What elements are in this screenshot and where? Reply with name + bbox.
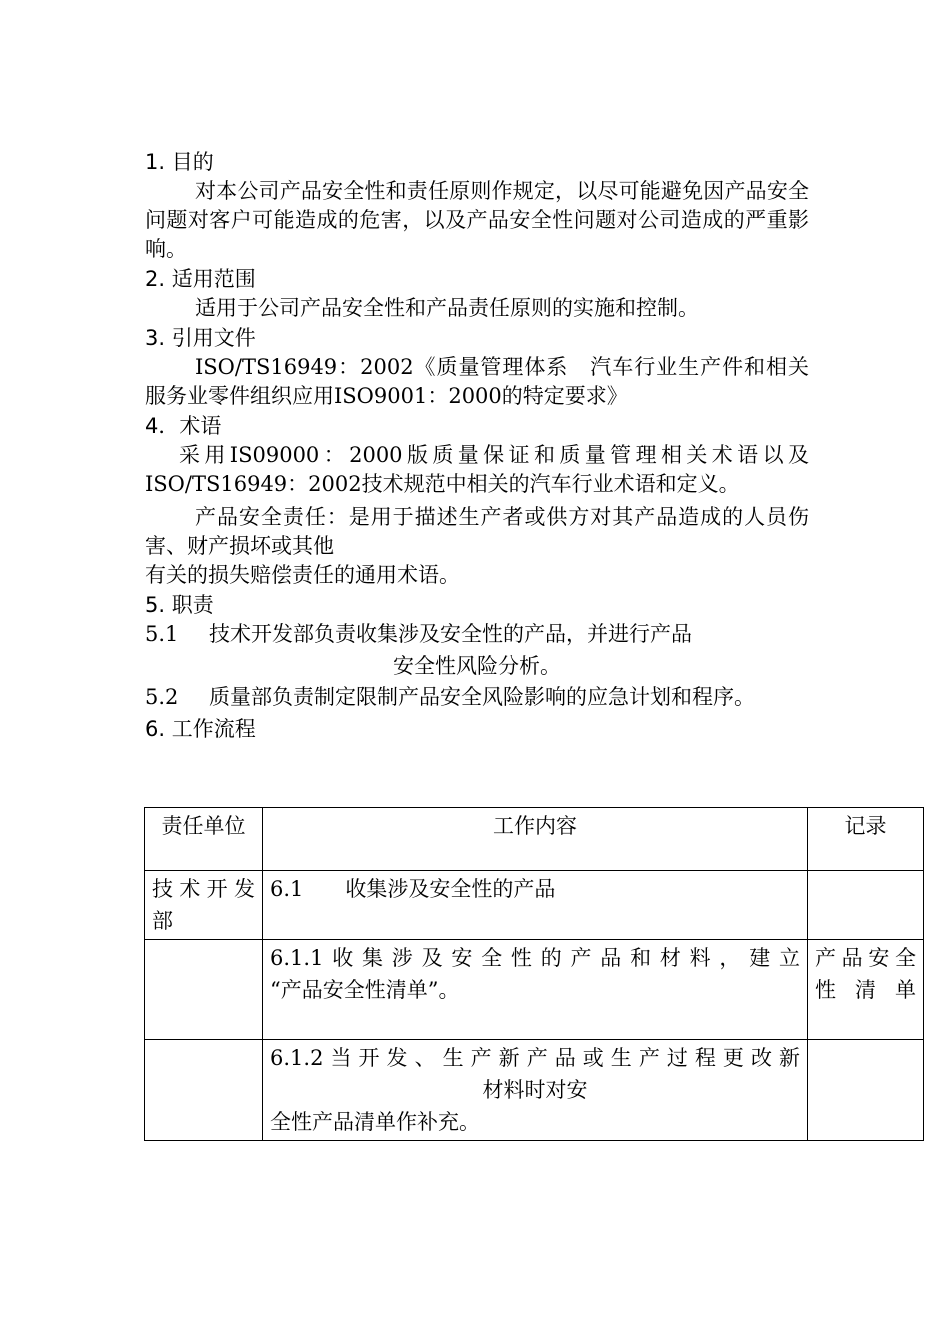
section-heading-responsibilities: 5. 职责 <box>145 593 214 617</box>
section-heading-workflow: 6. 工作流程 <box>145 717 256 741</box>
responsibility-item-1 <box>145 620 809 649</box>
cell-work-content <box>263 940 808 1040</box>
header-record: 记录 <box>808 808 924 871</box>
section-heading-purpose: 1. 目的 <box>145 150 214 174</box>
document-body <box>145 147 809 744</box>
cell-record <box>808 871 924 940</box>
cell-department <box>145 1040 263 1141</box>
paragraph-scope: 适用于公司产品安全性和产品责任原则的实施和控制。 <box>195 296 699 320</box>
cell-record <box>808 1040 924 1141</box>
cell-department: 技术开发部 <box>145 871 263 940</box>
cell-department <box>145 940 263 1040</box>
content-line: 材料时对安 <box>482 1078 588 1102</box>
section-heading-terms: 4．术语 <box>145 414 222 438</box>
cell-work-content: 6.1 收集涉及安全性的产品 <box>263 871 808 940</box>
section-heading-scope: 2. 适用范围 <box>145 267 256 291</box>
paragraph-purpose: 对本公司产品安全性和责任原则作规定，以尽可能避免因产品安全问题对客户可能造成的危害，以及产品安全性问题对公司造成的严重影响。 <box>145 179 809 261</box>
table-header-row <box>145 808 924 871</box>
paragraph-references: ISO/TS16949：2002《质量管理体系 汽车行业生产件和相关服务业零件组织应用ISO9001：2000的特定要求》 <box>145 355 809 408</box>
content-line: 全性产品清单作补充。 <box>270 1110 480 1134</box>
paragraph-definition-continued: 有关的损失赔偿责任的通用术语。 <box>145 563 460 587</box>
table-row <box>145 940 924 1040</box>
table-row <box>145 871 924 940</box>
responsibility-item-2 <box>145 683 809 712</box>
content-line: “产品安全性清单”。 <box>270 978 460 1002</box>
paragraph-definition: 产品安全责任：是用于描述生产者或供方对其产品造成的人员伤害、财产损坏或其他 <box>145 505 809 558</box>
table-row <box>145 1040 924 1141</box>
item-number: 5.2 <box>145 685 179 709</box>
item-number: 5.1 <box>145 622 179 646</box>
item-text: 质量部负责制定限制产品安全风险影响的应急计划和程序。 <box>209 685 755 709</box>
cell-record: 产品安全性清单 <box>808 940 924 1040</box>
header-work-content: 工作内容 <box>263 808 808 871</box>
cell-work-content <box>263 1040 808 1141</box>
paragraph-terms: 采用IS09000：2000版质量保证和质量管理相关术语以及ISO/TS16949：2002技术规范中相关的汽车行业术语和定义。 <box>145 443 809 496</box>
workflow-table <box>144 807 924 1141</box>
content-line: 6.1.1收集涉及安全性的产品和材料，建立 <box>270 946 800 970</box>
section-heading-references: 3. 引用文件 <box>145 326 256 350</box>
responsibility-item-1-continued: 安全性风险分析。 <box>393 654 561 678</box>
header-department: 责任单位 <box>145 808 263 871</box>
item-text: 技术开发部负责收集涉及安全性的产品，并进行产品 <box>209 622 692 646</box>
content-line: 6.1.2当开发、生产新产品或生产过程更改新 <box>270 1046 800 1070</box>
